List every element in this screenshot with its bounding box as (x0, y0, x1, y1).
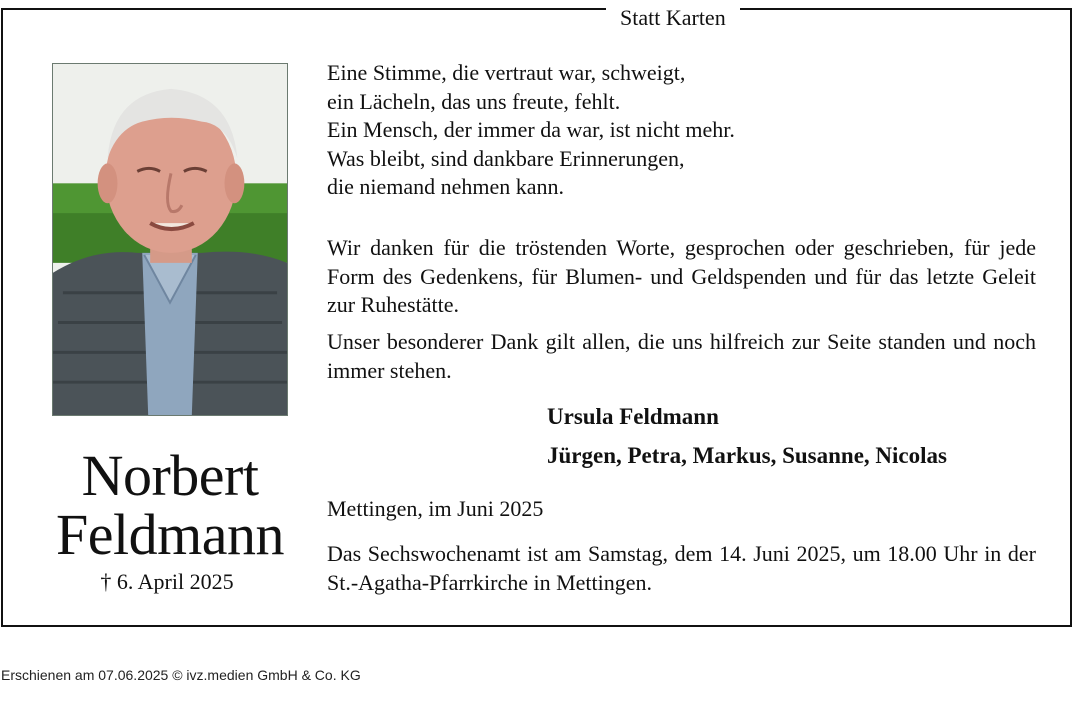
poem (327, 59, 1036, 202)
signer-primary: Ursula Feldmann (547, 404, 719, 429)
poem-line: Ein Mensch, der immer da war, ist nicht mehr. (327, 117, 735, 142)
poem-line: Was bleibt, sind dankbare Erinnerungen, (327, 145, 685, 171)
death-date: † 6. April 2025 (100, 569, 234, 594)
thanks-paragraph: Wir danken für die tröstenden Worte, gesprochen oder geschrieben, für jede Form des Gedenkens, für Blumen- und Geldspenden und für das letzte Geleit zur Ruhestätte. (327, 235, 1036, 317)
frame-title: Statt Karten (606, 5, 740, 31)
special-thanks-paragraph: Unser besonderer Dank gilt allen, die uns hilfreich zur Seite standen und noch immer stehen. (327, 329, 1036, 383)
signer-family: Jürgen, Petra, Markus, Susanne, Nicolas (547, 443, 947, 468)
place-date: Mettingen, im Juni 2025 (327, 496, 544, 521)
poem-line: die niemand nehmen kann. (327, 174, 565, 199)
deceased-last-name: Feldmann (56, 502, 284, 567)
poem-line: ein Lächeln, das uns freute, fehlt. (327, 88, 621, 114)
deceased-first-name: Norbert (81, 443, 259, 508)
portrait-illustration (53, 64, 287, 415)
portrait-photo (52, 63, 288, 416)
service-announcement: Das Sechswochenamt ist am Samstag, dem 14. Juni 2025, um 18.00 Uhr in der St.-Agatha-Pfarrkirche in Mettingen. (327, 541, 1036, 595)
poem-line: Eine Stimme, die vertraut war, schweigt, (327, 60, 686, 85)
publication-footer: Erschienen am 07.06.2025 © ivz.medien GmbH & Co. KG (1, 667, 361, 683)
